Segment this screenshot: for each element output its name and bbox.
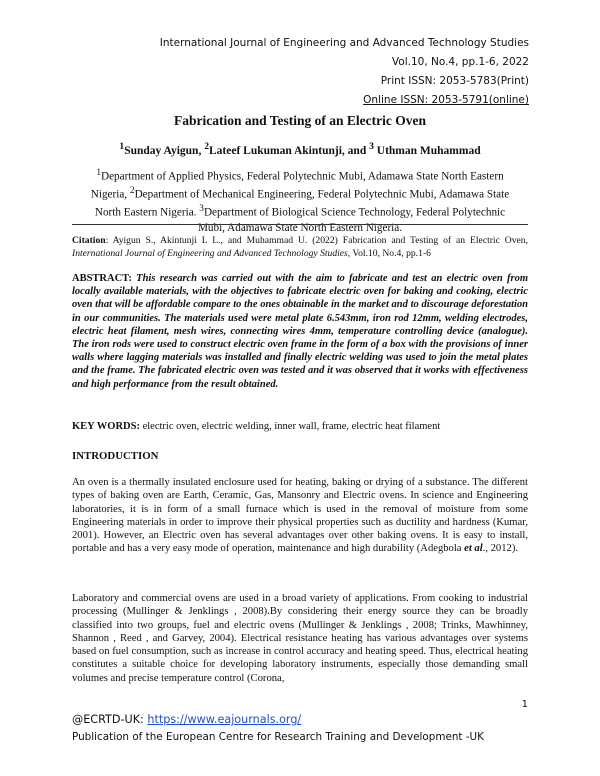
footer-handle-line (72, 713, 301, 726)
print-issn: Print ISSN: 2053-5783(Print) (380, 75, 529, 87)
paragraph-1 (72, 476, 528, 556)
paragraph-2: Laboratory and commercial ovens are used in a broad variety of applications. From cooking to industrial processing (Mullinger & Jenklings , 2008).By considering their energy source they can be broadly classified into two groups, fuel and electric ovens (Mullinger & Jenklings , 2008; Trinks, Mawhinney, Shannon , Reed , and Garvey, 2004). Electrical resistance heating has various advantages over systems based on fuel consumption, such as increase in control accuracy and heating speed. Thus, electrical heating constitutes a suitable choice for developing laboratory instruments, especially those demanding small volumes and precise temperature control (Corona, (72, 593, 528, 684)
citation-label: Citation (72, 235, 106, 246)
affil-1-sup: 1 (96, 168, 101, 178)
paragraph-1-text-b: ., 2012). (482, 543, 518, 555)
journal-name: International Journal of Engineering and Advanced Technology Studies (159, 37, 529, 49)
paragraph-1-etal: et al (464, 543, 483, 555)
keywords-label: KEY WORDS: (72, 421, 140, 432)
author-2: Lateef Lukuman Akintunji, and (209, 144, 370, 157)
abstract (72, 272, 528, 391)
volume-info: Vol.10, No.4, pp.1-6, 2022 (391, 56, 529, 68)
citation-journal: International Journal of Engineering and Advanced Technology Studies (72, 247, 348, 259)
affil-2-sup: 2 (129, 186, 135, 197)
citation-details: , Vol.10, No.4, pp.1-6 (347, 247, 431, 259)
author-list (0, 141, 600, 157)
affil-1: Department of Applied Physics, Federal Polytechnic Mubi, Adamawa State North Eastern Nigeria, (90, 170, 504, 201)
footer-handle: @ECRTD-UK: (72, 713, 148, 726)
author-3: Uthman Muhammad (373, 144, 481, 157)
paper-title: Fabrication and Testing of an Electric Oven (173, 113, 426, 128)
keywords-text: electric oven, electric welding, inner wall, frame, electric heat filament (139, 421, 441, 432)
affil-3-sup: 3 (199, 204, 204, 215)
citation (72, 235, 528, 260)
author-1: Sunday Ayigun, (124, 144, 205, 157)
affil-2: Department of Mechanical Engineering, Federal Polytechnic Mubi, Adamawa State North Eastern Nigeria. (94, 188, 510, 220)
abstract-text: This research was carried out with the aim to fabricate and test an electric oven from locally available materials, with the objectives to fabricate electric oven for baking and cooking, electric oven that will be affordable compare to the ones obtainable in the market and to discourage deforestation in our communities. The materials used were metal plate 6.543mm, iron rod 12mm, welding electrodes, electric heat filament, mesh wires, connecting wires 4mm, temperature controlling device (analogue). The iron rods were used to construct electric oven frame in the form of a box with the provisions of inner walls where lagging materials was installed and finally electric welding was used to join the metal plates and the frame. The fabricated electric oven was tested and it was observed that it works with effectiveness and high performance from the result obtained. (72, 273, 528, 390)
abstract-label: ABSTRACT: (72, 273, 132, 284)
keywords (72, 420, 528, 433)
footer-publisher: Publication of the European Centre for Research Training and Development -UK (72, 731, 484, 743)
citation-text: : Ayigun S., Akintunji L L., and Muhammad U. (2022) Fabrication and Testing of an Electric Oven, (105, 235, 528, 246)
paragraph-1-text-a: An oven is a thermally insulated enclosure used for heating, baking or drying of a substance. The different types of baking oven are Earth, Ceramic, Gas, Mansonry and Electric ovens. In science and Engineering laboratories, it is in form of a small furnace which is used in the removal of moisture from some Engineering materials in order to improve their physical properties such as ductility and hardness (Kumar, 2001). However, an Electric oven has several advantages over other baking ovens. It is easy to install, portable and has a very easy mode of operation, maintenance and high durability (Adegbola (72, 477, 528, 555)
affil-3: Department of Biological Science Technology, Federal Polytechnic Mubi, Adamawa State North Eastern Nigeria. (197, 207, 506, 234)
author-1-sup: 1 (119, 141, 125, 152)
author-2-sup: 2 (204, 141, 209, 152)
divider (72, 224, 528, 225)
author-3-sup: 3 (369, 141, 374, 152)
online-issn: Online ISSN: 2053-5791(online) (363, 94, 529, 106)
journal-link[interactable]: https://www.eajournals.org/ (147, 713, 302, 726)
section-heading-introduction: INTRODUCTION (72, 450, 159, 462)
page-number: 1 (521, 699, 528, 710)
